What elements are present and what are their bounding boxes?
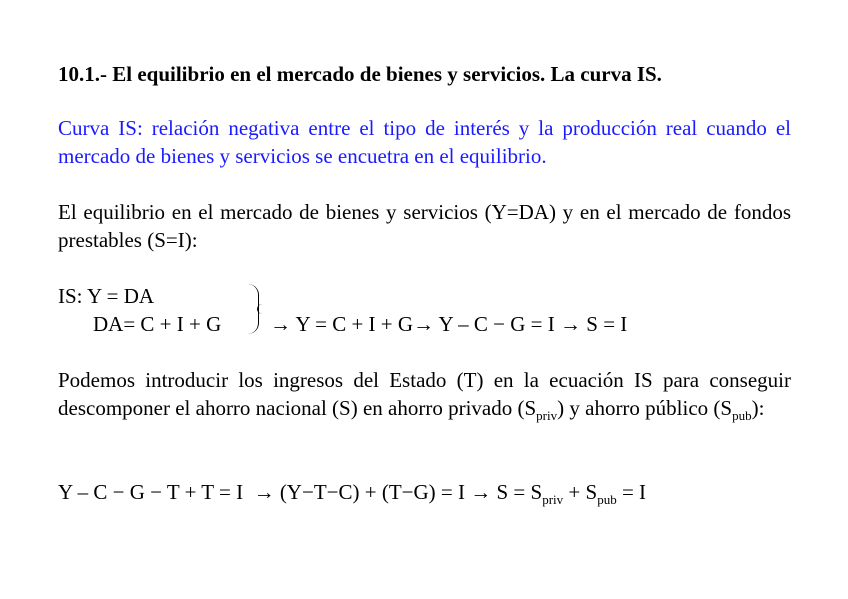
is-label: IS:	[58, 284, 83, 308]
savings-decomposition-equation: $Y - C - G - T + T = I \to (Y-T-C) + (T-G) = I \to S = S_{priv} + S_{pub} = I$	[58, 480, 647, 507]
is-equation-2: DA= C + I + G	[93, 312, 222, 336]
is-label-equation	[58, 282, 154, 310]
equilibrium-paragraph: El equilibrio en el mercado de bienes y servicios (Y=DA) y en el mercado de fondos prestables (S=I):	[58, 200, 791, 252]
is-result-chain: → Y = C + I + G→ Y – C − G = I → S = I	[270, 312, 628, 336]
is-equation-1: Y = DA	[87, 284, 155, 308]
section-title: 10.1.- El equilibrio en el mercado de bienes y servicios. La curva IS.	[58, 62, 662, 86]
system-brace	[248, 284, 259, 334]
is-curve-definition: Curva IS: relación negativa entre el tipo de interés y la producción real cuando el mercado de bienes y servicios se encuetra en el equilibrio.	[58, 116, 791, 168]
taxes-paragraph: Podemos introducir los ingresos del Estado (T) en la ecuación IS para conseguir descomponer el ahorro nacional (S) en ahorro privado $(S_{priv})$ y ahorro público $(S_{pub})$:	[58, 368, 791, 423]
